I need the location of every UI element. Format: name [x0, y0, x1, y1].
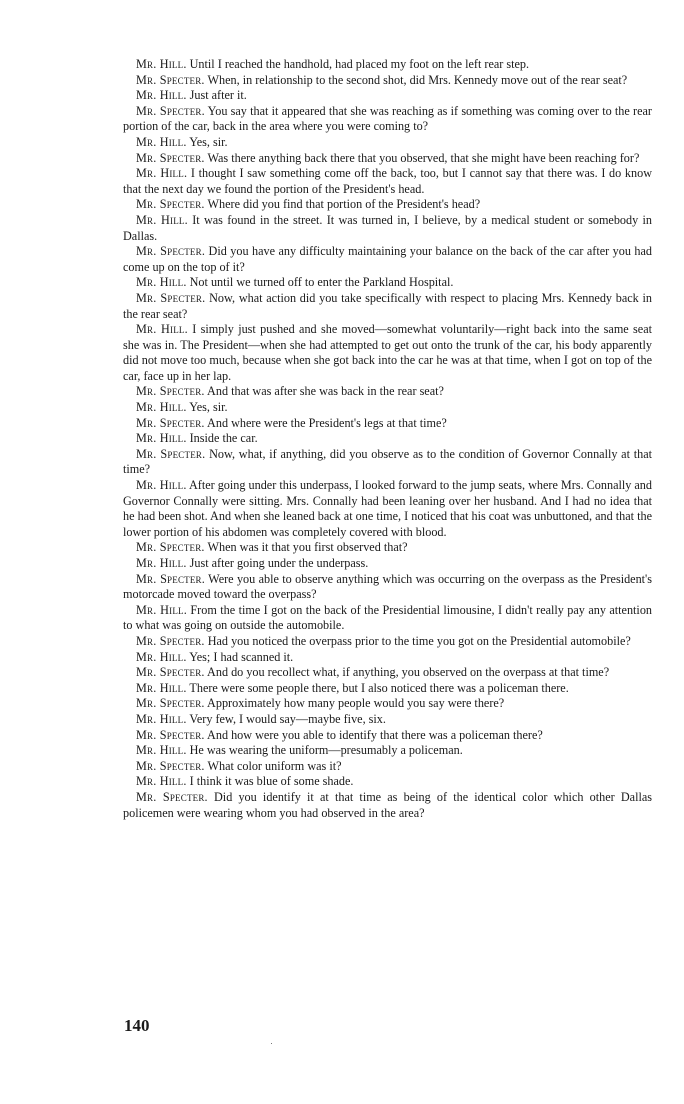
testimony-text: After going under this underpass, I looked forward to the jump seats, where Mrs. Connally and Governor Connally were sitting. Mrs. Connally had been leaning over her husband. And I had no idea that he had been shot. And when she leaned back at one time, I noticed that his coat was unbuttoned, and that the lower portion of his abdomen was completely covered with blood.	[123, 478, 652, 539]
testimony-paragraph	[123, 213, 652, 244]
speaker-name: Mr. Hill.	[136, 649, 187, 664]
testimony-text: Just after going under the underpass.	[189, 556, 369, 570]
testimony-paragraph	[123, 275, 652, 291]
speaker-name: Mr. Specter.	[136, 150, 205, 165]
testimony-text: Did you have any difficulty maintaining your balance on the back of the car after you had come up on the top of it?	[123, 244, 652, 274]
testimony-paragraph	[123, 88, 652, 104]
testimony-paragraph	[123, 384, 652, 400]
testimony-paragraph	[123, 540, 652, 556]
speaker-name: Mr. Hill.	[136, 431, 187, 446]
testimony-paragraph	[123, 650, 652, 666]
speaker-name: Mr. Hill.	[136, 743, 187, 758]
speaker-name: Mr. Hill.	[136, 322, 188, 337]
testimony-text: Yes, sir.	[189, 134, 228, 149]
speaker-name: Mr. Hill.	[136, 478, 187, 493]
testimony-paragraph	[123, 681, 652, 697]
testimony-paragraph	[123, 416, 652, 432]
testimony-text: Where did you find that portion of the President's head?	[207, 197, 481, 212]
testimony-paragraph	[123, 759, 652, 775]
testimony-paragraph	[123, 774, 652, 790]
testimony-text: Yes, sir.	[189, 400, 228, 415]
testimony-text: Yes; I had scanned it.	[189, 649, 294, 664]
speaker-name: Mr. Hill.	[136, 275, 187, 290]
testimony-text: When, in relationship to the second shot, did Mrs. Kennedy move out of the rear seat?	[207, 72, 628, 87]
testimony-paragraph	[123, 728, 652, 744]
speaker-name: Mr. Specter.	[136, 384, 205, 399]
speaker-name: Mr. Specter.	[136, 446, 206, 461]
testimony-body	[123, 57, 652, 821]
testimony-paragraph	[123, 603, 652, 634]
testimony-text: And where were the President's legs at that time?	[207, 415, 447, 430]
speaker-name: Mr. Specter.	[136, 540, 205, 555]
speaker-name: Mr. Specter.	[136, 571, 205, 586]
testimony-text: When was it that you first observed that?	[207, 540, 408, 555]
testimony-paragraph	[123, 556, 652, 572]
testimony-text: And that was after she was back in the rear seat?	[207, 384, 444, 399]
testimony-paragraph	[123, 104, 652, 135]
speaker-name: Mr. Hill.	[136, 134, 187, 149]
testimony-paragraph	[123, 57, 652, 73]
testimony-paragraph	[123, 743, 652, 759]
testimony-paragraph	[123, 244, 652, 275]
testimony-text: Not until we turned off to enter the Parkland Hospital.	[189, 275, 454, 290]
testimony-text: Was there anything back there that you observed, that she might have been reaching for?	[207, 150, 640, 165]
speaker-name: Mr. Hill.	[136, 711, 187, 726]
testimony-text: What color uniform was it?	[207, 758, 342, 773]
speaker-name: Mr. Specter.	[136, 197, 205, 212]
testimony-text: He was wearing the uniform—presumably a policeman.	[189, 743, 463, 758]
testimony-paragraph	[123, 291, 652, 322]
speaker-name: Mr. Hill.	[136, 57, 187, 71]
testimony-paragraph	[123, 447, 652, 478]
testimony-paragraph	[123, 431, 652, 447]
testimony-paragraph	[123, 400, 652, 416]
testimony-text: I simply just pushed and she moved—somewhat voluntarily—right back into the same seat she was in. The President—when she had attempted to get out onto the trunk of the car, his body apparently did not move too much, because when she got back into the car he was at that time, when I got on top of the car, face up in her lap.	[123, 322, 653, 383]
testimony-text: Until I reached the handhold, had placed my foot on the left rear step.	[189, 57, 530, 71]
testimony-paragraph	[123, 197, 652, 213]
speaker-name: Mr. Specter.	[136, 290, 206, 305]
speaker-name: Mr. Specter.	[136, 103, 205, 118]
testimony-text: Approximately how many people would you say were there?	[207, 696, 505, 711]
testimony-text: From the time I got on the back of the Presidential limousine, I didn't really pay any attention to what was going on outside the automobile.	[123, 602, 653, 633]
speaker-name: Mr. Specter.	[136, 665, 205, 680]
testimony-text: Very few, I would say—maybe five, six.	[189, 711, 386, 726]
testimony-paragraph	[123, 166, 652, 197]
testimony-paragraph	[123, 135, 652, 151]
testimony-text: You say that it appeared that she was reaching as if something was coming over to the rear portion of the car, back in the area where you were coming to?	[123, 103, 652, 134]
testimony-text: Just after it.	[189, 88, 247, 103]
testimony-paragraph	[123, 73, 652, 89]
testimony-paragraph	[123, 634, 652, 650]
scan-speck	[271, 1043, 272, 1044]
testimony-text: Were you able to observe anything which was occurring on the overpass as the President's motorcade moved toward the overpass?	[123, 571, 652, 602]
testimony-text: Now, what action did you take specifically with respect to placing Mrs. Kennedy back in the rear seat?	[123, 290, 652, 321]
speaker-name: Mr. Hill.	[136, 212, 188, 227]
testimony-paragraph	[123, 322, 652, 384]
testimony-text: It was found in the street. It was turned in, I believe, by a medical student or somebody in Dallas.	[123, 212, 653, 243]
speaker-name: Mr. Hill.	[136, 774, 187, 789]
speaker-name: Mr. Specter.	[136, 789, 208, 804]
testimony-text: I think it was blue of some shade.	[189, 774, 354, 789]
speaker-name: Mr. Specter.	[136, 758, 205, 773]
speaker-name: Mr. Hill.	[136, 166, 188, 181]
speaker-name: Mr. Specter.	[136, 244, 206, 259]
testimony-text: Inside the car.	[189, 431, 258, 446]
testimony-paragraph	[123, 712, 652, 728]
testimony-text: I thought I saw something come off the back, too, but I cannot say that there was. I do know that the next day we found the portion of the President's head.	[123, 166, 652, 196]
testimony-paragraph	[123, 478, 652, 540]
testimony-text: Had you noticed the overpass prior to the time you got on the Presidential automobile?	[207, 633, 631, 648]
testimony-text: Did you identify it at that time as being of the identical color which other Dallas policemen were wearing whom you had observed in the area?	[123, 789, 652, 820]
testimony-paragraph	[123, 572, 652, 603]
speaker-name: Mr. Hill.	[136, 556, 187, 570]
testimony-paragraph	[123, 790, 652, 821]
testimony-text: Now, what, if anything, did you observe as to the condition of Governor Connally at that time?	[123, 446, 652, 477]
testimony-paragraph	[123, 151, 652, 167]
speaker-name: Mr. Hill.	[136, 400, 187, 415]
testimony-paragraph	[123, 696, 652, 712]
testimony-text: And do you recollect what, if anything, you observed on the overpass at that time?	[207, 665, 610, 680]
speaker-name: Mr. Hill.	[136, 88, 187, 103]
testimony-text: There were some people there, but I also noticed there was a policeman there.	[189, 680, 569, 695]
testimony-text: And how were you able to identify that there was a policeman there?	[207, 727, 543, 742]
speaker-name: Mr. Hill.	[136, 680, 187, 695]
speaker-name: Mr. Specter.	[136, 696, 205, 711]
speaker-name: Mr. Specter.	[136, 633, 205, 648]
speaker-name: Mr. Specter.	[136, 415, 205, 430]
page-number: 140	[124, 1016, 150, 1035]
speaker-name: Mr. Specter.	[136, 727, 205, 742]
speaker-name: Mr. Hill.	[136, 602, 187, 617]
speaker-name: Mr. Specter.	[136, 72, 205, 87]
testimony-paragraph	[123, 665, 652, 681]
